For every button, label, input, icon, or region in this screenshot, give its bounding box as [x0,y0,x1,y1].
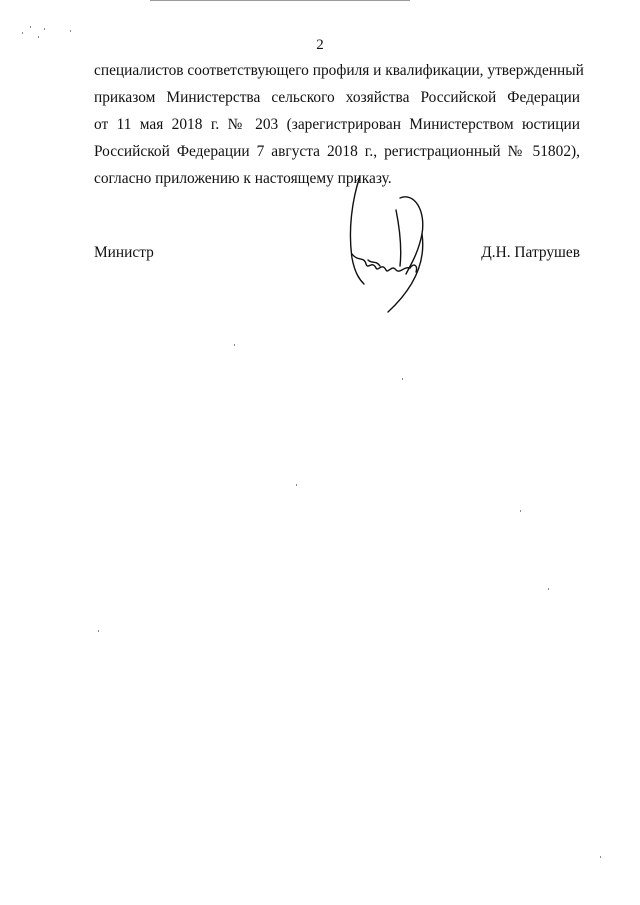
scan-speck [402,378,403,380]
scan-speck [520,510,521,512]
scan-speck [44,28,45,30]
body-line: специалистов соответствующего профиля и квалификации, утвержденный [94,62,584,79]
scan-edge-line [150,0,410,1]
scan-speck [600,856,601,858]
signer-name: Д.Н. Патрушев [481,244,580,261]
scan-speck [70,30,71,32]
body-line: согласно приложению к настоящему приказу. [94,170,392,187]
scan-speck [98,630,99,632]
body-line: приказом Министерства сельского хозяйства Российской Федерации [94,89,580,106]
body-line: Российской Федерации 7 августа 2018 г., регистрационный № 51802), [94,143,580,160]
scan-speck [548,588,549,590]
body-line: от 11 мая 2018 г. № 203 (зарегистрирован Министерством юстиции [94,116,580,133]
handwritten-signature-icon [330,170,440,320]
signer-title: Министр [94,244,154,261]
scan-speck [22,32,23,34]
page-number: 2 [316,37,324,53]
scan-speck [296,484,297,486]
scan-speck [234,344,235,346]
scan-speck [30,26,31,28]
